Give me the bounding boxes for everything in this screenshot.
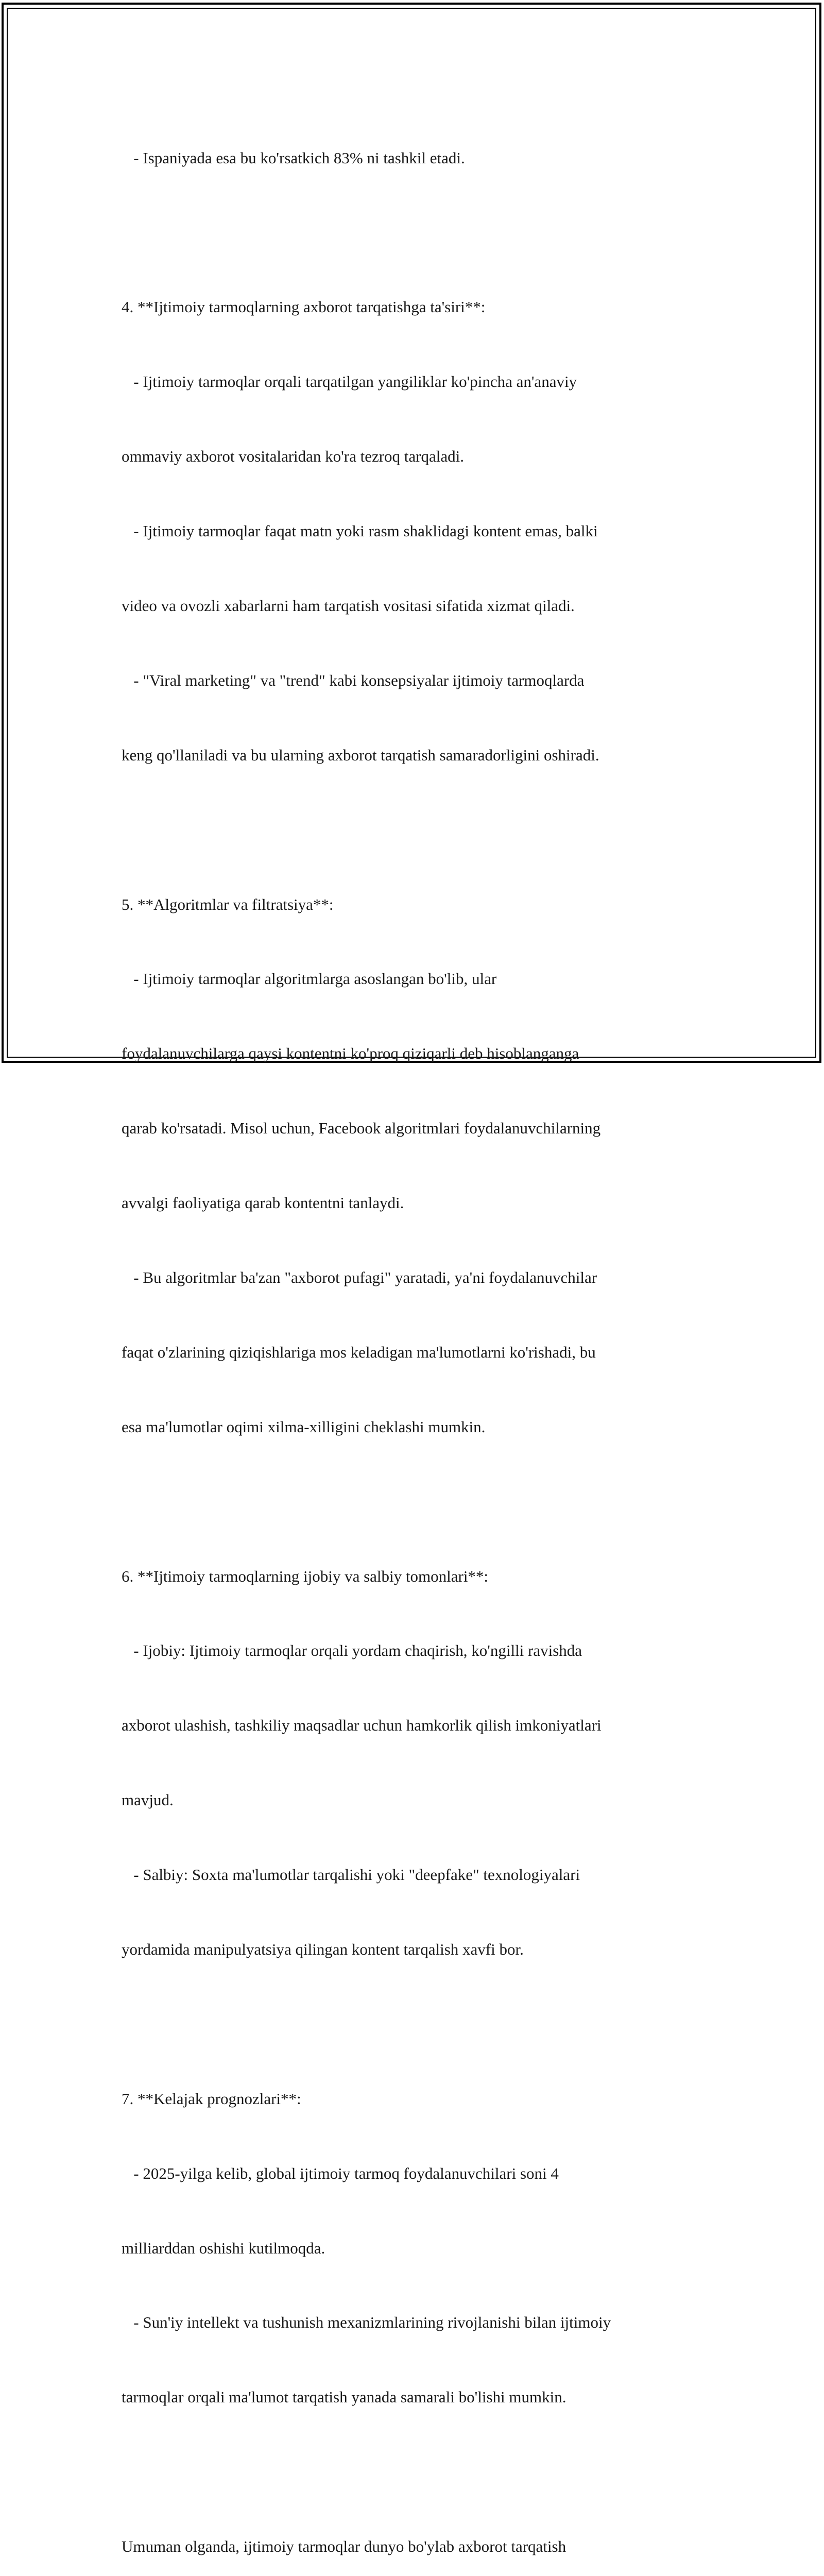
section-heading: 6. **Ijtimoiy tarmoqlarning ijobiy va salbiy tomonlari**: bbox=[122, 1567, 489, 1585]
text-line: - Ijtimoiy tarmoqlar algoritmlarga asoslangan bo'lib, ular bbox=[122, 970, 497, 988]
text-line bbox=[122, 220, 729, 245]
text-line: - Bu algoritmlar ba'zan "axborot pufagi" yaratadi, ya'ni foydalanuvchilar bbox=[122, 1268, 597, 1286]
text-line: tarmoqlar orqali ma'lumot tarqatish yanada samarali bo'lishi mumkin. bbox=[122, 2388, 566, 2406]
text-line: - Sun'iy intellekt va tushunish mexanizmlarining rivojlanishi bilan ijtimoiy bbox=[122, 2313, 611, 2332]
text-line: avvalgi faoliyatiga qarab kontentni tanlaydi. bbox=[122, 1194, 404, 1212]
section-heading: 4. **Ijtimoiy tarmoqlarning axborot tarqatishga ta'siri**: bbox=[122, 298, 486, 316]
document-body bbox=[122, 96, 729, 2576]
section-heading: 7. **Kelajak prognozlari**: bbox=[122, 2089, 301, 2108]
conclusion-line: Umuman olganda, ijtimoiy tarmoqlar dunyo bo'ylab axborot tarqatish bbox=[122, 2537, 566, 2556]
text-line: yordamida manipulyatsiya qilingan kontent tarqalish xavfi bor. bbox=[122, 1940, 524, 1958]
text-line: - Ijtimoiy tarmoqlar orqali tarqatilgan yangiliklar ko'pincha an'anaviy bbox=[122, 372, 577, 391]
section-heading: 5. **Algoritmlar va filtratsiya**: bbox=[122, 895, 334, 913]
text-line: video va ovozli xabarlarni ham tarqatish vositasi sifatida xizmat qiladi. bbox=[122, 596, 575, 615]
text-line: keng qo'llaniladi va bu ularning axborot tarqatish samaradorligini oshiradi. bbox=[122, 745, 599, 764]
text-line: faqat o'zlarining qiziqishlariga mos keladigan ma'lumotlarni ko'rishadi, bu bbox=[122, 1343, 596, 1361]
text-line: esa ma'lumotlar oqimi xilma-xilligini cheklashi mumkin. bbox=[122, 1417, 486, 1436]
text-line: qarab ko'rsatadi. Misol uchun, Facebook algoritmlari foydalanuvchilarning bbox=[122, 1119, 601, 1138]
text-line bbox=[122, 1489, 729, 1514]
text-line: - "Viral marketing" va "trend" kabi konsepsiyalar ijtimoiy tarmoqlarda bbox=[122, 671, 585, 689]
text-line bbox=[122, 818, 729, 842]
text-line: axborot ulashish, tashkiliy maqsadlar uchun hamkorlik qilish imkoniyatlari bbox=[122, 1716, 602, 1735]
text-line: milliarddan oshishi kutilmoqda. bbox=[122, 2239, 325, 2257]
text-line: - Ispaniyada esa bu ko'rsatkich 83% ni tashkil etadi. bbox=[122, 148, 465, 167]
text-line bbox=[122, 2012, 729, 2037]
text-line: ommaviy axborot vositalaridan ko'ra tezroq tarqaladi. bbox=[122, 447, 464, 466]
text-line: - Salbiy: Soxta ma'lumotlar tarqalishi yoki "deepfake" texnologiyalari bbox=[122, 1866, 580, 1884]
text-line: - 2025-yilga kelib, global ijtimoiy tarmoq foydalanuvchilari soni 4 bbox=[122, 2164, 559, 2182]
text-line: foydalanuvchilarga qaysi kontentni ko'proq qiziqarli deb hisoblanganga bbox=[122, 1044, 579, 1063]
text-line: mavjud. bbox=[122, 1791, 174, 1809]
text-line: - Ijtimoiy tarmoqlar faqat matn yoki rasm shaklidagi kontent emas, balki bbox=[122, 522, 598, 540]
text-line: - Ijobiy: Ijtimoiy tarmoqlar orqali yordam chaqirish, ko'ngilli ravishda bbox=[122, 1641, 582, 1660]
text-line bbox=[122, 2460, 729, 2484]
